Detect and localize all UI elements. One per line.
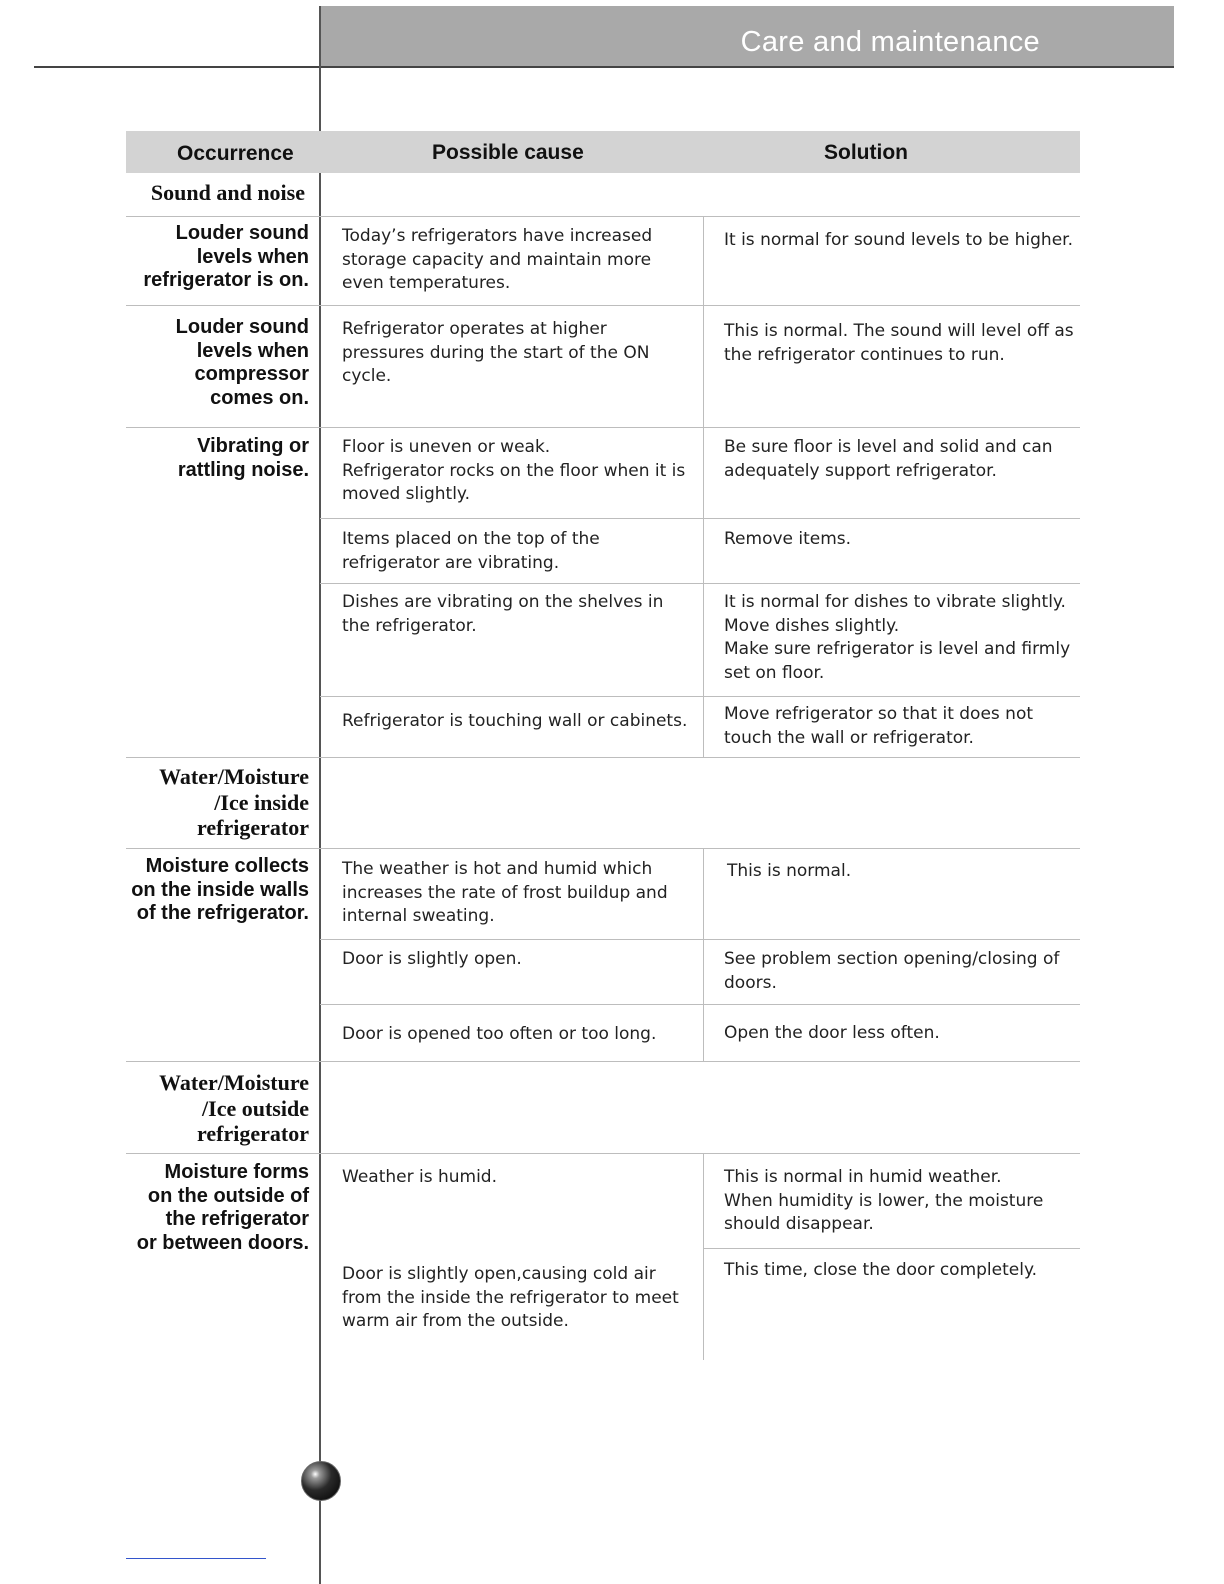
row-divider	[126, 427, 1080, 428]
column-divider	[703, 216, 704, 757]
solution-cell: Remove items.	[724, 529, 852, 549]
cause-cell: Door is slightly open,causing cold air from the inside the refrigerator to meet warm air from the outside.	[342, 1264, 679, 1331]
solution-cell: It is normal for sound levels to be higher.	[724, 230, 1073, 250]
occurrence-cell: Louder sound levels when refrigerator is on.	[143, 222, 309, 291]
column-divider	[703, 848, 704, 1061]
header-rule	[34, 66, 1174, 68]
solution-cell: This time, close the door completely.	[724, 1260, 1038, 1280]
row-divider	[126, 1153, 1080, 1154]
cause-cell: Today’s refrigerators have increased storage capacity and maintain more even temperatures.	[342, 226, 653, 293]
column-divider	[703, 1153, 704, 1360]
occurrence-cell: Louder sound levels when compressor comes on.	[175, 316, 309, 409]
row-divider	[126, 305, 1080, 306]
row-divider	[320, 1004, 1080, 1005]
cause-cell: Dishes are vibrating on the shelves in the refrigerator.	[342, 592, 664, 636]
page-divider	[319, 6, 321, 1584]
solution-cell: This is normal in humid weather. When humidity is lower, the moisture should disappear.	[724, 1167, 1044, 1234]
page-bullet-icon	[301, 1461, 341, 1501]
occurrence-cell: Moisture collects on the inside walls of the refrigerator.	[131, 855, 309, 924]
cause-cell: The weather is hot and humid which increases the rate of frost buildup and internal sweating.	[342, 859, 668, 926]
solution-cell: This is normal. The sound will level off as the refrigerator continues to run.	[724, 321, 1074, 365]
section-heading-water-outside: Water/Moisture /Ice outside refrigerator	[159, 1070, 309, 1146]
header-bar	[320, 6, 1174, 66]
row-divider	[126, 848, 1080, 849]
cause-cell: Items placed on the top of the refrigerator are vibrating.	[342, 529, 600, 573]
cause-cell: Refrigerator operates at higher pressures during the start of the ON cycle.	[342, 319, 650, 386]
row-divider	[320, 696, 1080, 697]
cause-cell: Door is opened too often or too long.	[342, 1024, 657, 1044]
row-divider	[320, 939, 1080, 940]
row-divider	[126, 1061, 1080, 1062]
row-divider	[126, 216, 1080, 217]
row-divider	[320, 583, 1080, 584]
solution-cell: This is normal.	[727, 861, 852, 881]
row-divider	[126, 757, 1080, 758]
solution-cell: Open the door less often.	[724, 1023, 940, 1043]
page-title: Care and maintenance	[740, 26, 1040, 58]
cause-cell: Weather is humid.	[342, 1167, 497, 1187]
solution-cell: It is normal for dishes to vibrate slightly. Move dishes slightly. Make sure refrigerator is level and firmly set on floor.	[724, 592, 1071, 683]
solution-cell: Be sure floor is level and solid and can adequately support refrigerator.	[724, 437, 1053, 481]
cause-cell: Door is slightly open.	[342, 949, 522, 969]
occurrence-cell: Moisture forms on the outside of the refrigerator or between doors.	[136, 1161, 309, 1254]
solution-cell: Move refrigerator so that it does not touch the wall or refrigerator.	[724, 704, 1034, 748]
occurrence-cell: Vibrating or rattling noise.	[177, 435, 309, 481]
row-divider	[703, 1248, 1080, 1249]
column-header-cause: Possible cause	[432, 141, 584, 164]
solution-cell: See problem section opening/closing of doors.	[724, 949, 1060, 993]
column-header-solution: Solution	[824, 141, 908, 164]
table-header	[126, 131, 1080, 173]
section-heading-sound: Sound and noise	[150, 180, 305, 205]
column-header-occurrence: Occurrence	[177, 142, 294, 165]
section-heading-water-inside: Water/Moisture /Ice inside refrigerator	[159, 764, 309, 840]
row-divider	[320, 518, 1080, 519]
cause-cell: Floor is uneven or weak. Refrigerator rocks on the floor when it is moved slightly.	[342, 437, 686, 504]
footer-rule	[126, 1558, 266, 1559]
cause-cell: Refrigerator is touching wall or cabinets.	[342, 711, 688, 731]
